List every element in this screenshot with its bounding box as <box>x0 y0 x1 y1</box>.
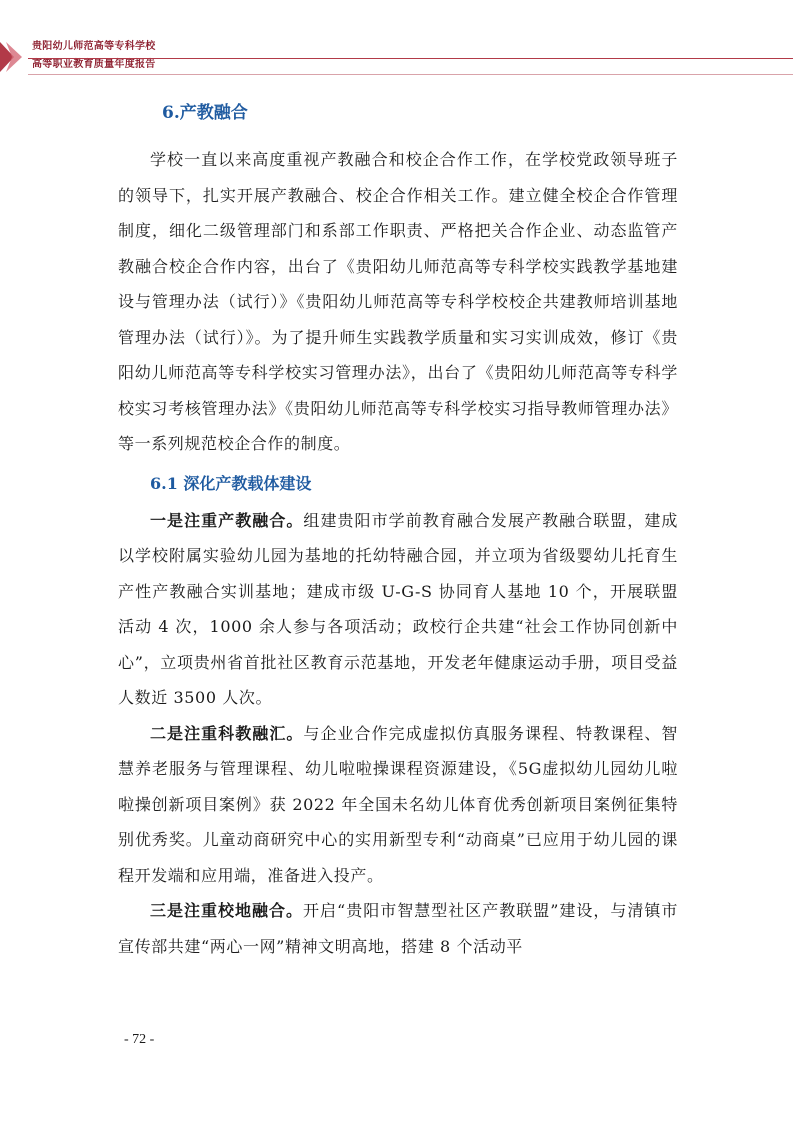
header-report-title: 高等职业教育质量年度报告 <box>32 59 156 70</box>
section-intro-paragraph: 学校一直以来高度重视产教融合和校企合作工作，在学校党政领导班子的领导下，扎实开展产教融合、校企合作相关工作。建立健全校企合作管理制度，细化二级管理部门和系部工作职责、严格把关合作企业、动态监管产教融合校企合作内容，出台了《贵阳幼儿师范高等专科学校实践教学基地建设与管理办法（试行）》《贵阳幼儿师范高等专科学校校企共建教师培训基地管理办法（试行）》。为了提升师生实践教学质量和实习实训成效，修订《贵阳幼儿师范高等专科学校实习管理办法》，出台了《贵阳幼儿师范高等专科学校实习考核管理办法》《贵阳幼儿师范高等专科学校实习指导教师管理办法》等一系列规范校企合作的制度。 <box>118 150 678 453</box>
header-school-name: 贵阳幼儿师范高等专科学校 <box>32 41 156 52</box>
point-paragraph-1 <box>118 503 678 716</box>
subsection-title: 6.1 深化产教载体建设 <box>150 473 312 493</box>
page-number: - 72 - <box>124 1032 155 1047</box>
point-text-1: 组建贵阳市学前教育融合发展产教融合联盟，建成以学校附属实验幼儿园为基地的托幼特融合园，并立项为省级婴幼儿托育生产性产教融合实训基地；建成市级 U-G-S 协同育人基地 10 个，开展联盟活动 4 次，1000 余人参与各项活动；政校行企共建“社会工作协同创新中心”，立项贵州省首批社区教育示范基地，开发老年健康运动手册，项目受益人数近 3500 人次。 <box>118 510 678 707</box>
main-content <box>118 98 678 964</box>
point-text-3: 开启“贵阳市智慧型社区产教联盟”建设，与清镇市宣传部共建“两心一网”精神文明高地，搭建 8 个活动平 <box>118 901 678 956</box>
point-lead-1: 一是注重产教融合。 <box>150 510 304 530</box>
point-paragraph-3 <box>118 893 678 964</box>
page-header <box>0 0 793 80</box>
point-text-2: 与企业合作完成虚拟仿真服务课程、特教课程、智慧养老服务与管理课程、幼儿啦啦操课程资源建设，《5G虚拟幼儿园幼儿啦啦操创新项目案例》获 2022 年全国未名幼儿体育优秀创新项目案例征集特别优秀奖。儿童动商研究中心的实用新型专利“动商桌”已应用于幼儿园的课程开发端和应用端，准备进入投产。 <box>118 723 678 885</box>
section-title: 6.产教融合 <box>162 103 248 123</box>
header-divider <box>28 58 793 59</box>
point-lead-3: 三是注重校地融合。 <box>150 901 304 920</box>
point-paragraph-2 <box>118 716 678 894</box>
school-logo-mark-icon <box>0 42 26 72</box>
header-text-block <box>32 40 156 72</box>
point-lead-2: 二是注重科教融汇。 <box>150 723 304 743</box>
header-divider-lower <box>28 74 793 75</box>
